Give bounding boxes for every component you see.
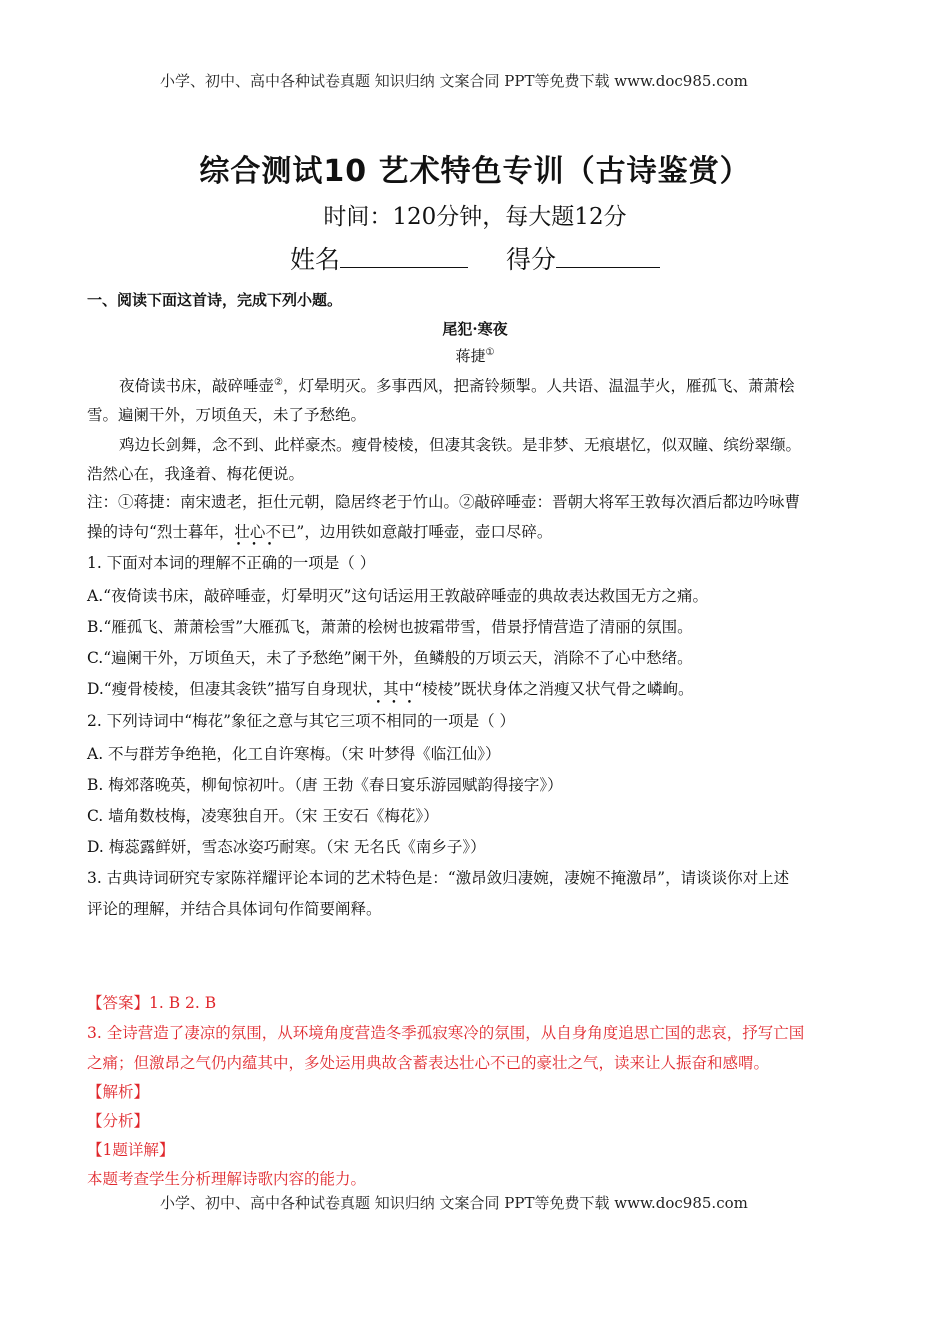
page-header: 小学、初中、高中各种试卷真题 知识归纳 文案合同 PPT等免费下载 www.doc985.com: [160, 72, 748, 90]
note-line: 注：①蒋捷：南宋遗老，拒仕元朝，隐居终老于竹山。②敲碎唾壶：晋朝大将军王敦每次酒后都边吟咏曹: [87, 493, 801, 511]
emphasis-char: 正: [246, 554, 262, 572]
answer-3-line: 3. 全诗营造了凄凉的氛围，从环境角度营造冬季孤寂寒冷的氛围，从自身角度追思亡国的悲哀，抒写亡国: [87, 1024, 805, 1042]
page-title: 综合测试10 艺术特色专训（古诗鉴赏）: [199, 154, 751, 189]
q1-option-d[interactable]: D.“瘦骨棱棱，但凄其衾铁”描写自身现状，其中“棱棱”既状身体之消瘦又状气骨之嶙峋。: [87, 680, 694, 698]
answer-label: 【答案】1. B 2. B: [87, 994, 217, 1012]
q1-option-a[interactable]: A.“夜倚读书床，敲碎唾壶，灯晕明灭”这句话运用王敦敲碎唾壶的典故表达救国无方之痛。: [87, 587, 708, 605]
poem-author: [0, 345, 950, 366]
answer-3-line: 之痛；但激昂之气仍内蕴其中，多处运用典故含蓄表达壮心不已的豪壮之气，读来让人振奋和感喟。: [87, 1054, 770, 1072]
emphasis-char: 同: [401, 712, 418, 730]
question-3-line: 评论的理解，并结合具体词句作简要阐释。: [87, 900, 382, 918]
q2-option-d[interactable]: D. 梅蕊露鲜妍，雪态冰姿巧耐寒。（宋 无名氏《南乡子》）: [87, 838, 486, 856]
analysis-label: 【解析】: [87, 1083, 150, 1101]
author-note-mark: ①: [485, 347, 495, 358]
fenxi-label: 【分析】: [87, 1112, 150, 1130]
q1-detail-text: 本题考查学生分析理解诗歌内容的能力。: [87, 1170, 367, 1188]
q2-option-c[interactable]: C. 墙角数枝梅，凌寒独自开。（宋 王安石《梅花》）: [87, 807, 439, 825]
poem-text: 夜倚读书床，敲碎唾壶: [119, 377, 275, 395]
q2-option-a[interactable]: A. 不与群芳争绝艳，化工自许寒梅。（宋 叶梦得《临江仙》）: [87, 745, 501, 763]
name-blank[interactable]: [340, 245, 468, 268]
poem-line: 鸡边长剑舞，念不到、此样豪杰。瘦骨棱棱，但凄其衾铁。是非梦、无痕堪忆，似双瞳、缤纷翠缬。: [119, 436, 802, 454]
poem-line: [87, 374, 899, 396]
poem-line: 浩然心在，我逢着、梅花便说。: [87, 465, 305, 483]
q1-detail-label: 【1题详解】: [87, 1141, 175, 1159]
section-heading: 一、阅读下面这首诗，完成下列小题。: [87, 291, 343, 309]
question-1-stem: [87, 551, 375, 573]
stem-text: 的一项是（ ）: [417, 712, 516, 730]
note-line: 操的诗句“烈士暮年，壮心不已”，边用铁如意敲打唾壶，壶口尽碎。: [87, 523, 553, 541]
name-score-line: [0, 240, 950, 276]
note-mark: ②: [274, 376, 283, 388]
question-3-line: 3. 古典诗词研究专家陈祥耀评论本词的艺术特色是：“激昂敛归凄婉，凄婉不掩激昂”，请谈谈你对上述: [87, 869, 790, 887]
q2-option-b[interactable]: B. 梅郊落晚英，柳甸惊初叶。（唐 王勃《春日宴乐游园赋韵得接字》）: [87, 776, 563, 794]
time-line: 时间：120分钟，每大题12分: [323, 204, 627, 230]
poem-title: 尾犯·寒夜: [442, 320, 508, 338]
poem-line: 雪。遍阑干外，万顷鱼天，未了予愁绝。: [87, 406, 367, 424]
emphasis-char: 不: [230, 554, 247, 572]
name-label: 姓名: [290, 245, 341, 274]
score-label: 得分: [505, 245, 556, 274]
q1-option-c[interactable]: C.“遍阑干外，万顷鱼天，未了予愁绝”阑干外，鱼鳞般的万顷云天，消除不了心中愁绪。: [87, 649, 693, 667]
page-footer: 小学、初中、高中各种试卷真题 知识归纳 文案合同 PPT等免费下载 www.doc985.com: [160, 1194, 748, 1212]
q1-option-b[interactable]: B.“雁孤飞、萧萧桧雪”大雁孤飞，萧萧的桧树也披霜带雪，借景抒情营造了清丽的氛围。: [87, 618, 693, 636]
emphasis-char: 相: [386, 712, 402, 730]
stem-text: 的一项是（ ）: [277, 554, 376, 572]
question-2-stem: [87, 709, 515, 731]
stem-text: 1. 下面对本词的理解: [87, 554, 231, 572]
stem-text: 2. 下列诗词中“梅花”象征之意与其它三项: [87, 712, 371, 730]
emphasis-char: 不: [370, 712, 387, 730]
author-name: 蒋捷: [455, 347, 486, 365]
score-blank[interactable]: [556, 245, 660, 268]
emphasis-char: 确: [261, 554, 278, 572]
poem-text: ，灯晕明灭。多事西风，把斋铃频掣。人共语、温温芋火，雁孤飞、萧萧桧: [282, 377, 795, 395]
